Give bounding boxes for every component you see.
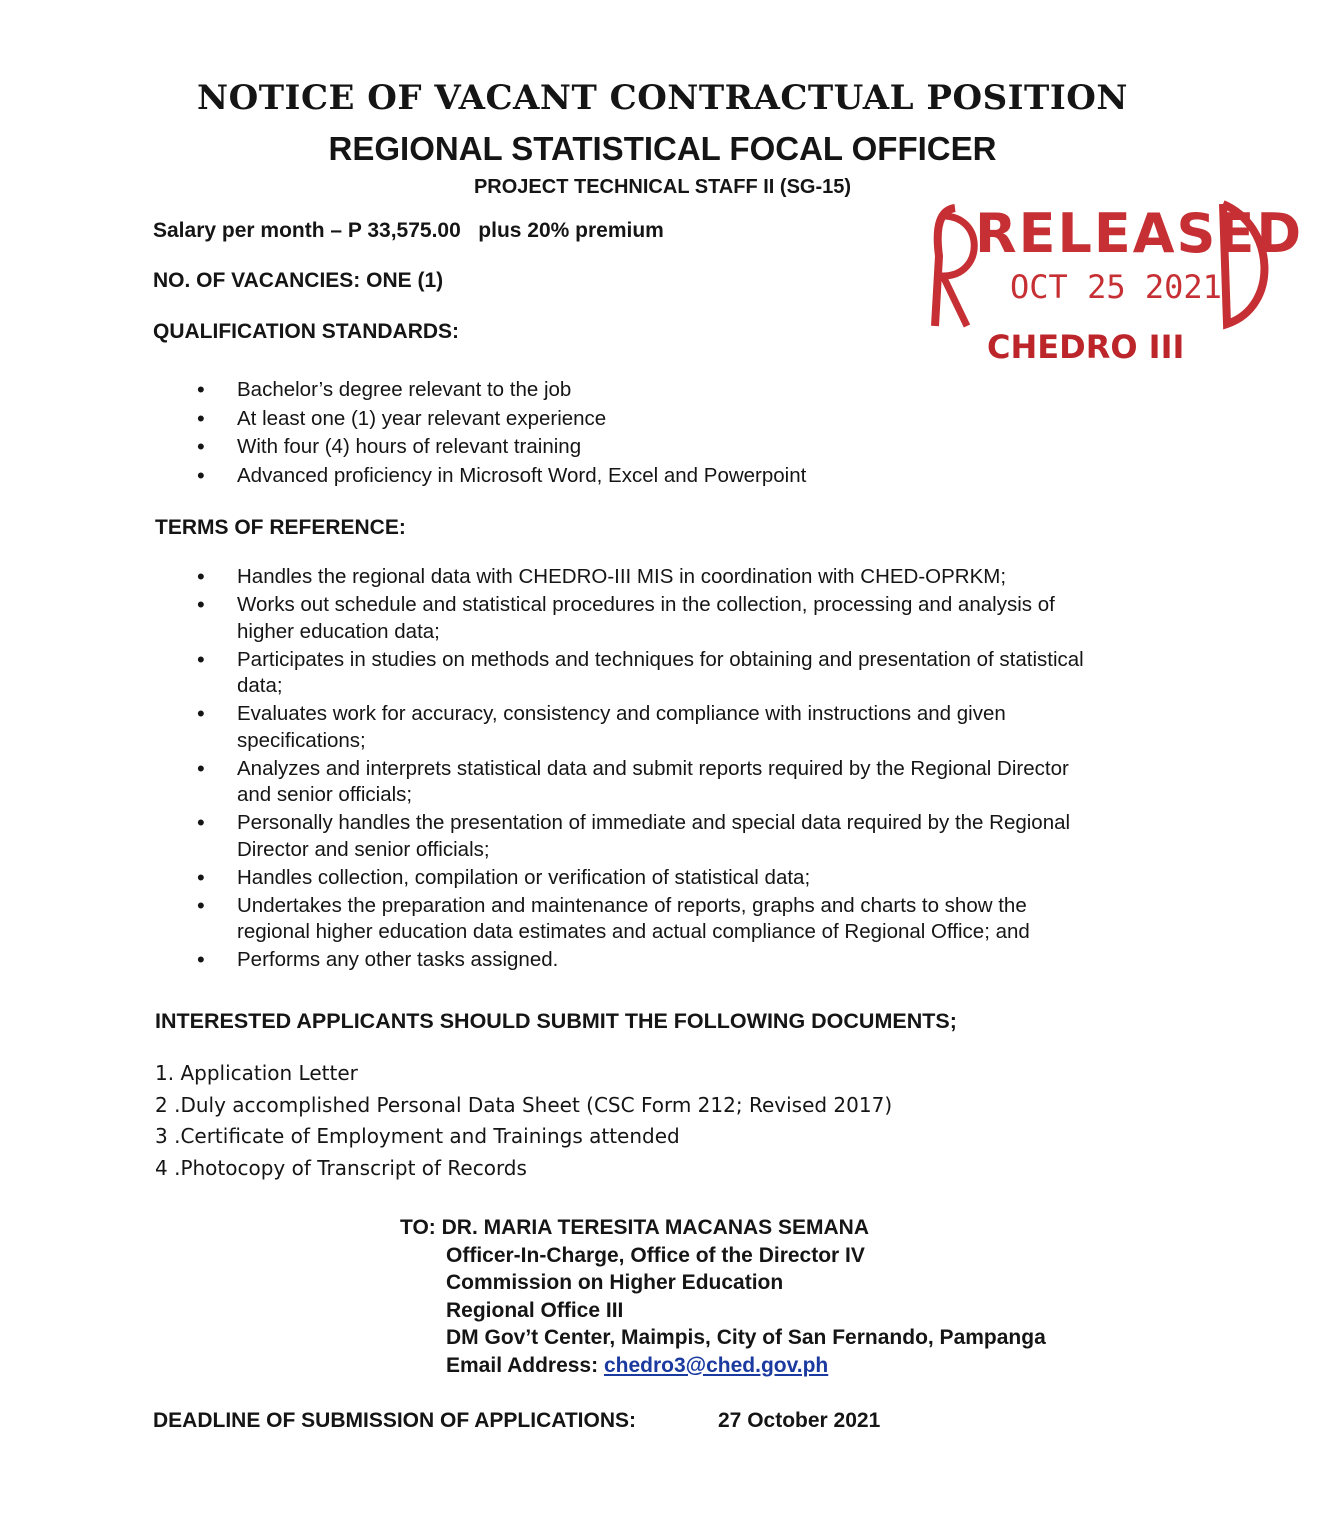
- address-block: [400, 1214, 1046, 1379]
- list-item: • Advanced proficiency in Microsoft Word, Excel and Powerpoint: [237, 462, 806, 491]
- list-item-line: regional higher education data estimates and actual compliance of Regional Office; and: [237, 920, 1030, 943]
- salary-line: [153, 219, 664, 243]
- list-item: [237, 647, 1084, 700]
- deadline-date: 27 October 2021: [718, 1409, 881, 1432]
- list-item-line: Director and senior officials;: [237, 837, 490, 861]
- email-line: [400, 1352, 1046, 1380]
- list-item-line: • Works out schedule and statistical procedures in the collection, processing and analysis of: [237, 593, 1055, 616]
- list-item: 3 .Certificate of Employment and Trainings attended: [155, 1124, 680, 1148]
- list-item: [237, 756, 1084, 809]
- documents-heading: INTERESTED APPLICANTS SHOULD SUBMIT THE FOLLOWING DOCUMENTS;: [155, 1009, 957, 1033]
- released-stamp: [915, 196, 1304, 376]
- list-item: • With four (4) hours of relevant training: [237, 433, 806, 462]
- stamp-office: CHEDRO III: [987, 328, 1185, 366]
- list-item: [237, 701, 1084, 754]
- list-item-line: specifications;: [237, 728, 366, 752]
- deadline-label: DEADLINE OF SUBMISSION OF APPLICATIONS:: [153, 1409, 637, 1432]
- list-item: • At least one (1) year relevant experience: [237, 405, 806, 434]
- notice-title: NOTICE OF VACANT CONTRACTUAL POSITION: [197, 78, 1128, 118]
- salary-label: Salary per month – P 33,575.00: [153, 219, 461, 242]
- address-line: Officer-In-Charge, Office of the Director IV: [446, 1243, 865, 1267]
- list-item: 2 .Duly accomplished Personal Data Sheet (CSC Form 212; Revised 2017): [155, 1092, 893, 1117]
- list-item-line: higher education data;: [237, 619, 440, 643]
- email-link[interactable]: chedro3@ched.gov.ph: [603, 1353, 829, 1377]
- position-title: REGIONAL STATISTICAL FOCAL OFFICER: [328, 130, 997, 167]
- addressee: TO: DR. MARIA TERESITA MACANAS SEMANA: [400, 1216, 869, 1239]
- list-item: 4 .Photocopy of Transcript of Records: [155, 1155, 527, 1180]
- vacancies-line: NO. OF VACANCIES: ONE (1): [153, 269, 444, 292]
- list-item: • Handles collection, compilation or verification of statistical data;: [237, 865, 1084, 892]
- list-item-line: data;: [237, 674, 283, 697]
- list-item: 1. Application Letter: [155, 1061, 358, 1085]
- address-line: Commission on Higher Education: [446, 1271, 784, 1294]
- list-item-line: • Participates in studies on methods and techniques for obtaining and presentation of statistical: [237, 647, 1084, 671]
- address-line: Regional Office III: [446, 1298, 624, 1322]
- list-item: • Performs any other tasks assigned.: [237, 947, 1084, 974]
- list-item-line: • Undertakes the preparation and maintenance of reports, graphs and charts to show the: [237, 893, 1027, 917]
- list-item: [237, 810, 1084, 863]
- list-item-line: • Analyzes and interprets statistical data and submit reports required by the Regional Director: [237, 756, 1069, 780]
- list-item-line: • Personally handles the presentation of immediate and special data required by the Regional: [237, 811, 1071, 834]
- salary-premium: plus 20% premium: [478, 219, 664, 242]
- list-item: • Bachelor’s degree relevant to the job: [237, 376, 806, 405]
- list-item: • Handles the regional data with CHEDRO-III MIS in coordination with CHED-OPRKM;: [237, 564, 1084, 591]
- stamp-text: RELEASED: [975, 202, 1304, 265]
- list-item: [237, 893, 1084, 946]
- qualifications-list: [237, 376, 806, 490]
- qualifications-heading: QUALIFICATION STANDARDS:: [153, 320, 460, 343]
- stamp-date: OCT 25 2021: [1010, 268, 1222, 306]
- email-label: Email Address:: [446, 1353, 604, 1377]
- address-line: DM Gov’t Center, Maimpis, City of San Fernando, Pampanga: [446, 1326, 1046, 1349]
- documents-list: [155, 1058, 892, 1184]
- terms-list: [237, 564, 1084, 975]
- terms-heading: TERMS OF REFERENCE:: [155, 516, 406, 539]
- list-item-line: and senior officials;: [237, 783, 413, 806]
- plantilla-title: PROJECT TECHNICAL STAFF II (SG-15): [473, 176, 852, 198]
- list-item: [237, 592, 1084, 645]
- list-item-line: • Evaluates work for accuracy, consistency and compliance with instructions and given: [237, 702, 1006, 725]
